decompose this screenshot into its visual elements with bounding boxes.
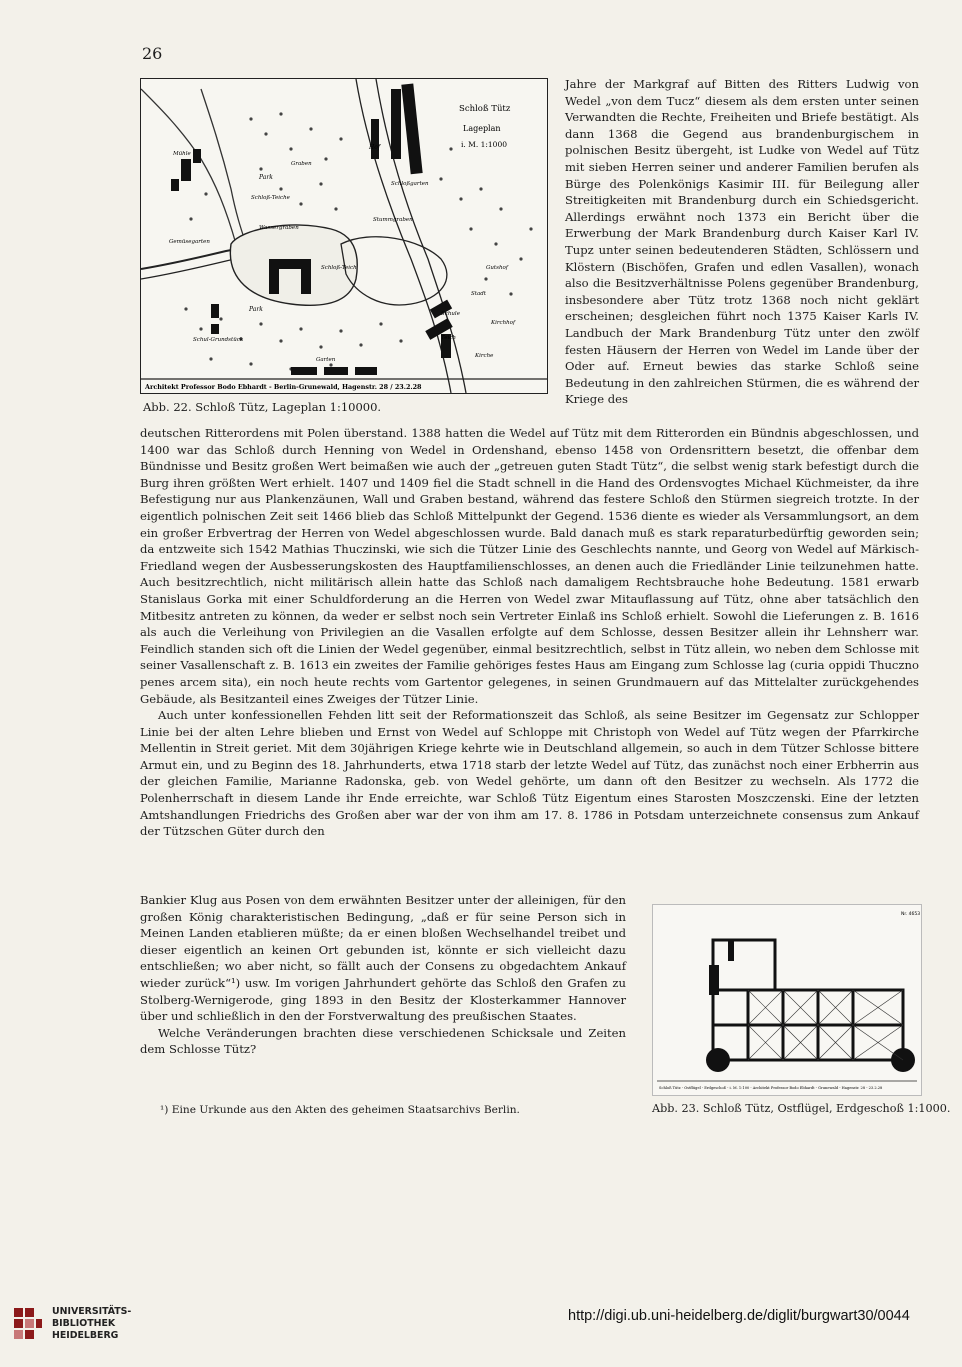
label-kirche: Kirche <box>475 353 494 359</box>
floor-plan-footer: Schloß Tütz - Ostflügel - Erdgeschoß - i. M. 1:100 - Architekt Professor Bodo Ebhardt - Grunewald - Hagenstr. 28 - 23.2.28 <box>659 1086 883 1090</box>
full-width-text <box>140 425 919 840</box>
figure-22-caption: Abb. 22. Schloß Tütz, Lageplan 1:10000. <box>143 400 382 414</box>
label-park: Park <box>259 174 273 181</box>
lower-left-text <box>140 892 626 1058</box>
label-hof: Hof <box>369 144 381 151</box>
library-logo-icon <box>10 1304 46 1348</box>
library-name-line: HEIDELBERG <box>52 1330 119 1341</box>
label-wassergraben: Wassergraben <box>259 225 299 231</box>
label-schlossgarten: Schloßgarten <box>391 181 429 187</box>
label-kirchhof: Kirchhof <box>491 320 516 326</box>
floor-plan-figure <box>652 904 922 1096</box>
label-teich: Teich <box>441 335 456 341</box>
label-schule: Schule <box>441 311 460 317</box>
paragraph: Welche Veränderungen brachten diese verschiedenen Schicksale und Zeiten dem Schlosse Tütz? <box>140 1025 626 1057</box>
label-park-2: Park <box>249 306 263 313</box>
label-schloss-teiche: Schloß-Teiche <box>251 195 290 201</box>
source-url-link[interactable]: http://digi.ub.uni-heidelberg.de/diglit/burgwart30/0044 <box>568 1308 910 1324</box>
label-stadt: Stadt <box>471 291 486 297</box>
paragraph: deutschen Ritterordens mit Polen überstand. 1388 hatten die Wedel auf Tütz mit dem Ritterorden ein Bündnis abgeschlossen, und 1400 war das Schloß durch Henning von Wedel in Ordenshand, ebenso 1458 von Ordensrittern besetzt, die offenbar dem Bündnisse und Besitz großen Wert beimaßen wie auch der „getreuen guten Stadt Tütz“, die selbst wenig stark befestigt durch die Burg ihren größten Wert erhielt. 1407 und 1409 fiel die Stadt schnell in die Hand des Ordensvogtes Michael Küchmeister, da ihre Befestigung nur aus Plankenzäunen, Wall und Graben bestand, während das festere Schloß den Stürmen siegreich trotzte. In der eigentlich polnischen Zeit seit 1466 blieb das Schloß Mittelpunkt der Gegend. 1536 diente es wieder als Versammlungsort, an dem ein großer Erbvertrag der Herren von Wedel abgeschlossen wurde. Bald danach muß es stark reparaturbedürftig geworden sein; da entzweite sich 1542 Mathias Thuczinski, wie sich die Tützer Linie des Geschlechts nannte, und Georg von Wedel auf Märkisch-Friedland wegen der Ausbesserungskosten des Hauptfamilienschlosses, an denen auch die Friedländer Linie teilzunehmen hatte. Auch besitzrechtlich, nicht militärisch allein hatte das Schloß nach damaligem Rechtsbrauche hohe Bedeutung. 1581 erwarb Stanislaus Gorka mit einer Schuldforderung an die Herren von Wedel zwar Mitauflassung auf Tütz, ohne aber tatsächlich den Mitbesitz antreten zu können, da weder er selbst noch sein Vertreter Einlaß ins Schloß erhielt. Sowohl die Lieferungen z. B. 1616 als auch die Verleihung von Privilegien an die Vasallen erfolgte auf dem Schlosse, dessen Besitzer allein ihr Lehnsherr war. Feindlich standen sich oft die Linien der Wedel gegenüber, einmal besitzrechtlich, selbst in Tütz allein, wo neben dem Schlosse mit seiner Vasallenschaft z. B. 1613 ein zweites der Familie gehöriges festes Haus am Eingang zum Schlosse lag (curia oppidi Thuczno penes arcem sita), ein noch heute rechts vom Gartentor gelegenes, in seinen Grundmauern auf das Mittelalter zurückgehendes Gebäude, als Besitzanteil eines Zweiges der Tützer Linie. <box>140 426 919 706</box>
site-plan-subtitle: Lageplan <box>463 124 501 133</box>
figure-23-caption: Abb. 23. Schloß Tütz, Ostflügel, Erdgeschoß 1:1000. <box>652 1102 951 1115</box>
label-stummgraben: Stummgraben <box>373 217 413 223</box>
floor-plan-corner: Nr. 4653 <box>901 912 921 917</box>
label-schloss-teich: Schloß-Teich <box>321 265 357 271</box>
floor-plan-drawing <box>653 905 921 1095</box>
label-schulgrundstueck: Schul-Grundstück <box>193 337 244 343</box>
label-gutshof: Gutshof <box>486 265 508 271</box>
label-graben: Graben <box>291 161 312 167</box>
library-name <box>52 1306 131 1342</box>
page-number: 26 <box>142 44 163 63</box>
site-plan-title: Schloß Tütz <box>459 104 511 114</box>
paragraph: Bankier Klug aus Posen von dem erwähnten Besitzer unter der alleinigen, für den großen König charakteristischen Bedingung, „daß er für seine Person sich in Meinen Landen etablieren müßte; da er einen bloßen Wechselhandel treibet und dieser eigentlich an keinen Ort gebunden ist, könnte er sich vielleicht dazu entschließen; wo aber nicht, so fällt auch der Consens zu obgedachtem Ankauf wieder zurück“¹) usw. Im vorigen Jahrhundert gehörte das Schloß den Grafen zu Stolberg-Wernigerode, ging 1893 in den Besitz der Klosterkammer Hannover über und schließlich in den der Forstverwaltung des preußischen Staates. <box>140 893 626 1024</box>
site-plan-figure <box>140 78 548 394</box>
site-plan-scale: i. M. 1:1000 <box>461 140 507 149</box>
label-gemuesegarten: Gemüsegarten <box>169 239 210 245</box>
label-muehle: Mühle <box>173 151 191 157</box>
right-column-text <box>565 76 919 408</box>
footnote: ¹) Eine Urkunde aus den Akten des geheimen Staatsarchivs Berlin. <box>160 1104 520 1116</box>
site-plan-footer: Architekt Professor Bodo Ebhardt - Berlin-Grunewald, Hagenstr. 28 / 23.2.28 <box>145 383 422 391</box>
label-garten: Garten <box>316 357 336 363</box>
site-plan-drawing <box>141 79 547 393</box>
library-name-line: UNIVERSITÄTS- <box>52 1306 132 1317</box>
paragraph: Auch unter konfessionellen Fehden litt seit der Reformationszeit das Schloß, als seine Besitzer im Gegensatz zur Schlopper Linie bei der alten Lehre blieben und Ernst von Wedel auf Schloppe mit Christoph von Wedel auf Tütz wegen der Pfarrkirche Mellentin in Streit geriet. Mit dem 30jährigen Kriege kehrte wie in Deutschland allgemein, so auch in dem Tützer Schlosse bittere Armut ein, und zu Beginn des 18. Jahrhunderts, etwa 1718 starb der letzte Wedel auf Tütz, das zunächst noch einer Erbherrin aus der gleichen Familie, Marianne Radonska, geb. von Wedel gehörte, um dann oft den Besitzer zu wechseln. Als 1772 die Polenherrschaft in diesem Lande ihr Ende erreichte, war Schloß Tütz Eigentum eines Starosten Moszczenski. Eine der letzten Amtshandlungen Friedrichs des Großen aber war der von ihm am 17. 8. 1786 in Potsdam unterzeichnete consensus zum Ankauf der Tützschen Güter durch den <box>140 708 919 839</box>
library-name-line: BIBLIOTHEK <box>52 1318 116 1329</box>
paragraph: Jahre der Markgraf auf Bitten des Ritters Ludwig von Wedel „von dem Tucz“ diesem als dem ersten unter seinen Verwandten die Rechte, Freiheiten und Briefe bestätigt. Als dann 1368 die Gegend aus brandenburgischem in polnischen Besitz übergeht, ist Ludke von Wedel auf Tütz mit sieben Herren seiner und anderer Familien berufen als Bürge des Polenkönigs Kasimir III. für Beilegung aller Streitigkeiten mit Brandenburg durch ein Schiedsgericht. Allerdings erwähnt noch 1373 ein Bericht über die Erwerbung der Mark Brandenburg durch Kaiser Karl IV. Tupz unter seinen bedeutenderen Städten, Schlössern und Klöstern (Bischöfen, Grafen und edlen Vasallen), wonach also die Besitzverhältnisse Polens gegenüber Brandenburg, insbesondere aber Tütz trotz 1368 noch nicht geklärt erscheinen; desgleichen führt noch 1375 Kaiser Karls IV. Landbuch der Mark Brandenburg Tütz unter den zwölf festen Häusern der Herren von Wedel im Lande über der Oder auf. Erneut bewies das starke Schloß seine Bedeutung in den zahlreichen Stürmen, die es während der Kriege des <box>565 77 919 407</box>
